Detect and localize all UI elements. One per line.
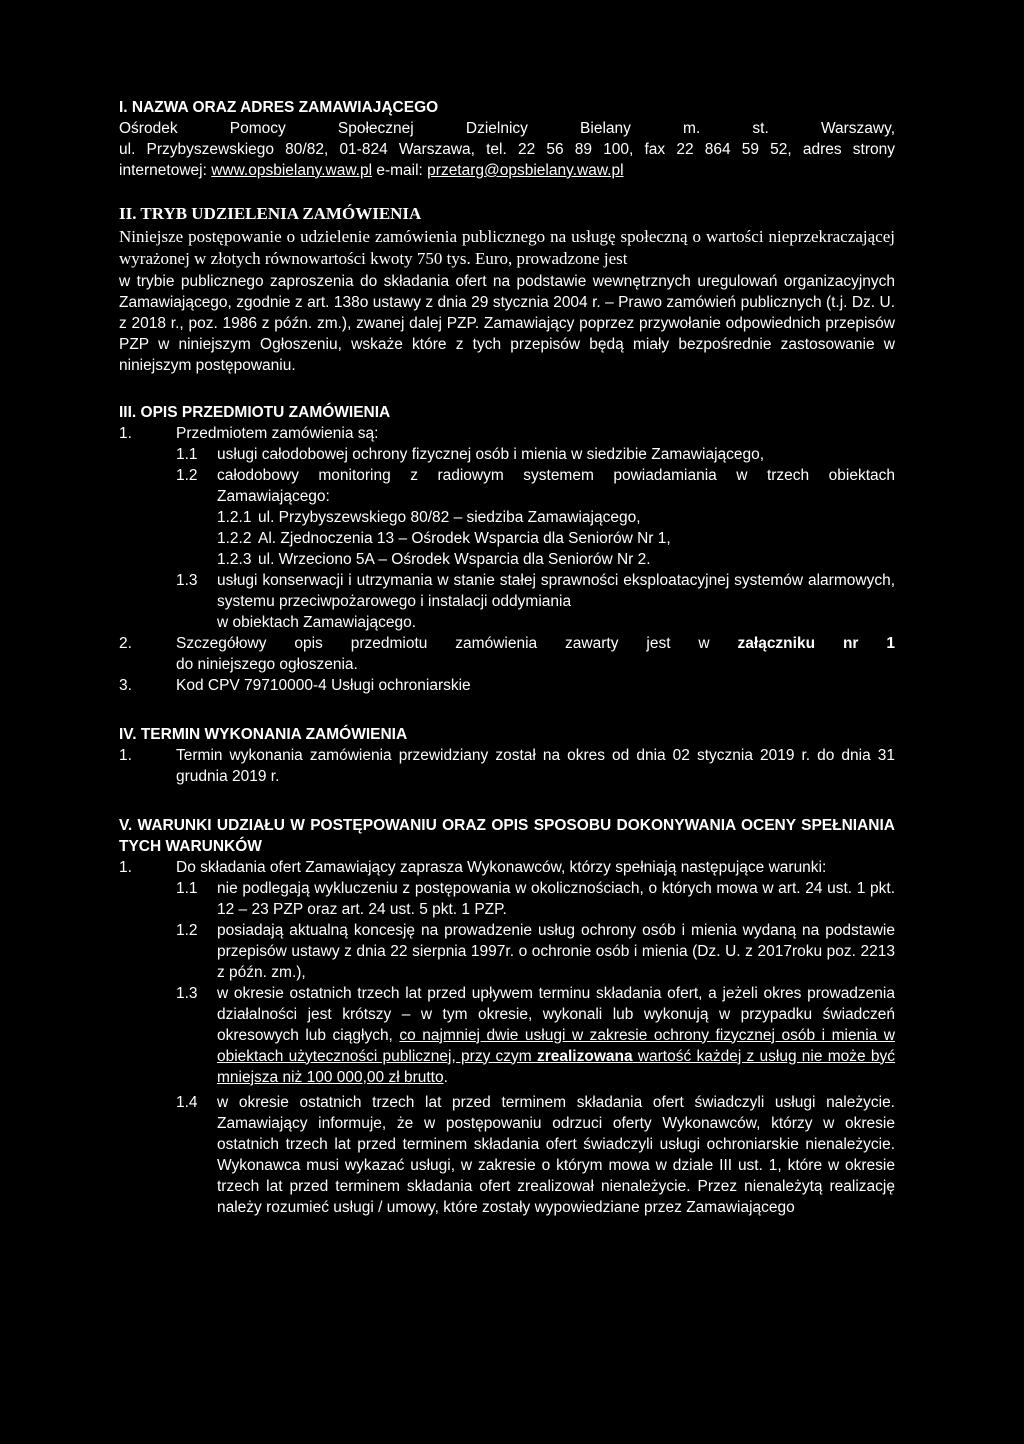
email-link[interactable]: przetarg@opsbielany.waw.pl bbox=[427, 162, 624, 179]
section-4-heading: IV. TERMIN WYKONANIA ZAMÓWIENIA bbox=[119, 725, 408, 743]
item-text-end: . bbox=[443, 1068, 448, 1086]
list-item bbox=[176, 878, 895, 920]
item-text-part: w okresie ostatnich trzech lat przed upływem terminu składania ofert, a jeżeli okres prowadzenia działalności jest krótszy – w tym okresie, wykonali lub wykonują w przypadku świadczeń okresowych lub ciągłych, bbox=[217, 984, 895, 1044]
item-number: 1. bbox=[119, 858, 132, 876]
section-5-heading: V. WARUNKI UDZIAŁU W POSTĘPOWANIU ORAZ OPIS SPOSOBU DOKONYWANIA OCENY SPEŁNIANIA TYCH WARUNKÓW bbox=[119, 816, 895, 855]
section-1-heading: I. NAZWA ORAZ ADRES ZAMAWIAJĄCEGO bbox=[119, 99, 439, 116]
item-number: 1.4 bbox=[176, 1093, 198, 1111]
item-text-continued: do niniejszego ogłoszenia. bbox=[176, 655, 358, 673]
item-number: 1.3 bbox=[176, 984, 198, 1002]
list-item bbox=[119, 745, 895, 787]
section-2-heading: II. TRYB UDZIELENIA ZAMÓWIENIA bbox=[119, 204, 422, 223]
section-1-line-1: Ośrodek Pomocy Społecznej Dzielnicy Bielany m. st. Warszawy, bbox=[119, 120, 895, 137]
list-item bbox=[176, 1092, 895, 1218]
underlined-value-requirement: wartość każdej z usług nie może być mniejsza niż 100 000,00 zł brutto bbox=[217, 1047, 895, 1086]
list-item bbox=[119, 423, 895, 444]
item-text: posiadają aktualną koncesję na prowadzenie usług ochrony osób i mienia wydaną na podstawie przepisów ustawy z dnia 22 sierpnia 1997r. o ochronie osób i mienia (Dz. U. z 2017roku poz. 2213 z późn. zm.), bbox=[217, 921, 895, 981]
section-3-heading: III. OPIS PRZEDMIOTU ZAMÓWIENIA bbox=[119, 403, 391, 421]
item-number: 1.1 bbox=[176, 879, 198, 897]
item-number: 1. bbox=[119, 746, 132, 764]
list-item bbox=[176, 570, 895, 612]
list-item bbox=[176, 444, 895, 465]
underlined-bold-term: zrealizowana bbox=[536, 1047, 633, 1065]
item-text: ul. Wrzeciono 5A – Ośrodek Wsparcia dla Seniorów Nr 2. bbox=[258, 550, 651, 568]
list-item bbox=[176, 920, 895, 983]
item-text: Przedmiotem zamówienia są: bbox=[176, 424, 379, 442]
item-number: 1.2 bbox=[176, 921, 198, 939]
item-text: całodobowy monitoring z radiowym systemem powiadamiania w trzech obiektach bbox=[217, 466, 895, 484]
list-item bbox=[119, 675, 895, 696]
item-number: 2. bbox=[119, 634, 132, 652]
item-text bbox=[217, 983, 895, 1088]
item-text: ul. Przybyszewskiego 80/82 – siedziba Zamawiającego, bbox=[258, 508, 641, 526]
item-number: 1.2.1 bbox=[217, 508, 252, 526]
item-text-part: Szczegółowy opis przedmiotu zamówienia zawarty jest w bbox=[176, 634, 738, 652]
list-item bbox=[119, 633, 895, 654]
item-text-continued: Zamawiającego: bbox=[217, 487, 330, 505]
item-text: Termin wykonania zamówienia przewidziany został na okres od dnia 02 stycznia 2019 r. do dnia 31 grudnia 2019 r. bbox=[176, 746, 895, 785]
document-content bbox=[119, 97, 895, 1218]
list-item bbox=[119, 857, 895, 878]
section-2-paragraph-serif: Niniejsze postępowanie o udzielenie zamówienia publicznego na usługę społeczną o wartości nieprzekraczającej wyrażonej w złotych równowartości kwoty 750 tys. Euro, prowadzone jest bbox=[119, 226, 895, 268]
item-text: nie podlegają wykluczeniu z postępowania w okolicznościach, o których mowa w art. 24 ust. 1 pkt. 12 – 23 PZP oraz art. 24 ust. 5 pkt. 1 PZP. bbox=[217, 879, 895, 918]
section-1-line-3 bbox=[119, 160, 895, 181]
list-item bbox=[176, 983, 895, 1088]
item-text bbox=[176, 633, 895, 654]
list-item bbox=[217, 549, 895, 570]
item-text: w okresie ostatnich trzech lat przed terminem składania ofert świadczyli usługi należycie. Zamawiający informuje, że w postępowaniu odrzuci oferty Wykonawców, którzy w okresie ostatnich trzech lat przed terminem składania ofert świadczyli usługi ochroniarskie nienależycie. Wykonawca musi wykazać usługi, w zakresie o którym mowa w dziale III ust. 1, które w okresie trzech lat przed terminem składania ofert zrealizował nienależycie. Przez nienależytą realizację należy rozumieć usługi / umowy, które zostały wypowiedziane przez Zamawiającego bbox=[217, 1093, 895, 1216]
item-number: 1.2.2 bbox=[217, 529, 252, 547]
section-1-line-2: ul. Przybyszewskiego 80/82, 01-824 Warszawa, tel. 22 56 89 100, fax 22 864 59 52, adres strony bbox=[119, 141, 895, 158]
list-item bbox=[217, 507, 895, 528]
item-text: usługi całodobowej ochrony fizycznej osób i mienia w siedzibie Zamawiającego, bbox=[217, 445, 765, 463]
item-text: Al. Zjednoczenia 13 – Ośrodek Wsparcia dla Seniorów Nr 1, bbox=[258, 529, 671, 547]
item-text: usługi konserwacji i utrzymania w stanie stałej sprawności eksploatacyjnej systemów alarmowych, systemu przeciwpożarowego i instalacji oddymiania bbox=[217, 571, 895, 610]
list-item bbox=[217, 528, 895, 549]
list-item bbox=[176, 465, 895, 486]
item-number: 1.1 bbox=[176, 445, 198, 463]
item-number: 1.2 bbox=[176, 466, 198, 484]
item-text-continued: w obiektach Zamawiającego. bbox=[217, 613, 417, 631]
item-number: 1. bbox=[119, 424, 132, 442]
item-number: 1.3 bbox=[176, 571, 198, 589]
email-label: e-mail: bbox=[372, 162, 428, 179]
website-label: internetowej: bbox=[119, 162, 212, 179]
underlined-requirement: co najmniej dwie usługi w zakresie ochrony fizycznej osób i mienia w obiektach użyteczności publicznej, przy czym bbox=[217, 1026, 895, 1065]
item-text: Kod CPV 79710000-4 Usługi ochroniarskie bbox=[176, 676, 471, 694]
section-2-paragraph: w trybie publicznego zaproszenia do składania ofert na podstawie wewnętrznych uregulowań organizacyjnych Zamawiającego, zgodnie z art. 138o ustawy z dnia 29 stycznia 2004 r. – Prawo zamówień publicznych (t.j. Dz. U. z 2018 r., poz. 1986 z późn. zm.), zwanej dalej PZP. Zamawiający poprzez przywołanie odpowiednich przepisów PZP w niniejszym Ogłoszeniu, wskaże które z tych przepisów będą miały bezpośrednie zastosowanie w niniejszym postępowaniu. bbox=[119, 272, 895, 374]
item-number: 3. bbox=[119, 676, 132, 694]
website-link[interactable]: www.opsbielany.waw.pl bbox=[211, 162, 373, 179]
item-text: Do składania ofert Zamawiający zaprasza Wykonawców, którzy spełniają następujące warunki: bbox=[176, 858, 827, 876]
attachment-reference: załączniku nr 1 bbox=[737, 634, 895, 652]
item-number: 1.2.3 bbox=[217, 550, 252, 568]
